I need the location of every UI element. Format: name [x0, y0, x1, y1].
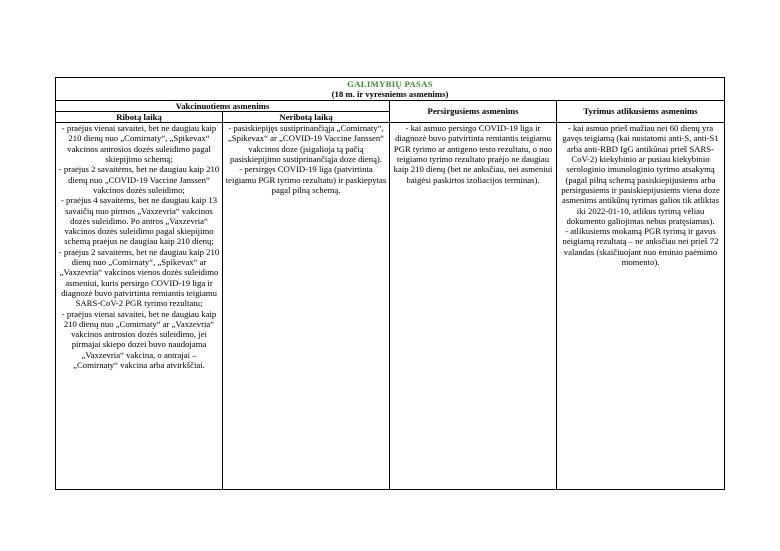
header-limited: Ribotą laiką: [56, 111, 223, 122]
column-recovered: [390, 123, 557, 490]
list-item: - persirgęs COVID-19 liga (patvirtinta teigiamu PGR tyrimo rezultatu) ir paskiepytas pagal pilną schemą.: [225, 164, 387, 195]
list-item: - praėjus 2 savaitėms, bet ne daugiau kaip 210 dienų nuo „COVID-19 Vaccine Janssen“ vakcinos dozės suleidimo;: [58, 164, 220, 195]
document-subtitle: (18 m. ir vyresniems asmenims): [331, 89, 449, 100]
header-tested: Tyrimus atlikusiems asmenims: [557, 100, 725, 123]
list-item: - praėjus 4 savaitėms, bet ne daugiau kaip 13 savaičių nuo pirmos „Vaxzevria“ vakcinos dozės suleidimo. Po antros „Vaxzevria“ vakcinos dozės suleidimo pagal skiepijimo schemą praėjus ne daugiau kaip 210 dienų;: [60, 195, 218, 247]
body-row: [56, 123, 725, 490]
header-recovered: Persirgusiems asmenims: [390, 100, 557, 123]
list-item: - kai asmuo prieš mažiau nei 60 dienų yra gavęs teigiamą (kai nustatomi anti-S, anti-S1 arba anti-RBD IgG antikūnai prieš SARS-CoV-2) kiekybinio ar pusiau kiekybinio serologinio imunologinio tyrimo atsakymą (pagal pilną schemą pasiskiepijusiems arba persirgusiems ir pasiskiepijusiems viena doze asmenims antikūnų tyrimas galios tik atliktas iki 2022-01-10, atlikus tyrimą vėliau dokumento galiojimas nebus pratęsiamas).: [561, 123, 720, 226]
header-row-1: [56, 100, 725, 111]
title-cell: [56, 78, 725, 101]
column-unlimited: [223, 123, 390, 490]
document-title: GALIMYBIŲ PASAS: [347, 79, 433, 89]
header-vaccinated: Vakcinuotiems asmenims: [56, 100, 390, 111]
list-item: - praėjus vienai savaitei, bet ne daugiau kaip 210 dienų nuo „Comirnaty“, „Spikevax“ vakcinos antrosios dozės suleidimo pagal skiepijimo schemą;: [61, 123, 217, 165]
title-row: [56, 78, 725, 101]
header-unlimited: Neribotą laiką: [223, 111, 390, 122]
list-item: - kai asmuo persirgo COVID-19 liga ir diagnozė buvo patvirtinta remiantis teigiamu PGR tyrimo ar antigeno testo rezultatu, o nuo teigiamo tyrimo rezultato praėjo ne daugiau kaip 210 dienų (bet ne anksčiau, nei asmeniui baigėsi paskirtos izoliacijos terminas).: [393, 123, 553, 185]
column-tested: [557, 123, 725, 490]
vaccination-pass-table: [55, 77, 725, 490]
list-item: - praėjus 2 savaitėms, bet ne daugiau kaip 210 dienų nuo „Comirnaty“, „Spikevax“ ar „Vaxzevria“ vakcinos vienos dozės suleidimo asmeniui, kuris persirgo COVID-19 liga ir diagnozė buvo patvirtinta remiantis teigiamu SARS-CoV-2 PGR tyrimo rezultatu;: [58, 246, 220, 309]
column-limited: [56, 123, 223, 490]
list-item: - atlikusiems mokamą PGR tyrimą ir gavus neigiamą rezultatą – ne anksčiau nei prieš 72 valandas (skaičiuojant nuo ėminio paėmimo momento).: [562, 226, 719, 268]
list-item: - praėjus vienai savaitei, bet ne daugiau kaip 210 dienų nuo „Comirnaty“ ar „Vaxzevria“ vakcinos antrosios dozės suleidimo, jei pirmajai skiepo dozei buvo naudojama „Vaxzevria“ vakcina, o antrajai – „Comirnaty“ vakcina arba atvirkščiai.: [61, 308, 217, 371]
list-item: - pasiskiepijęs sustiprinančiąja „Comirnaty“, „Spikevax“ ar „COVID-19 Vaccine Janssen“ vakcinos doze (įsigalioja tą pačią pasiskiepijimo sustiprinančiąja doze dieną).: [227, 123, 385, 165]
